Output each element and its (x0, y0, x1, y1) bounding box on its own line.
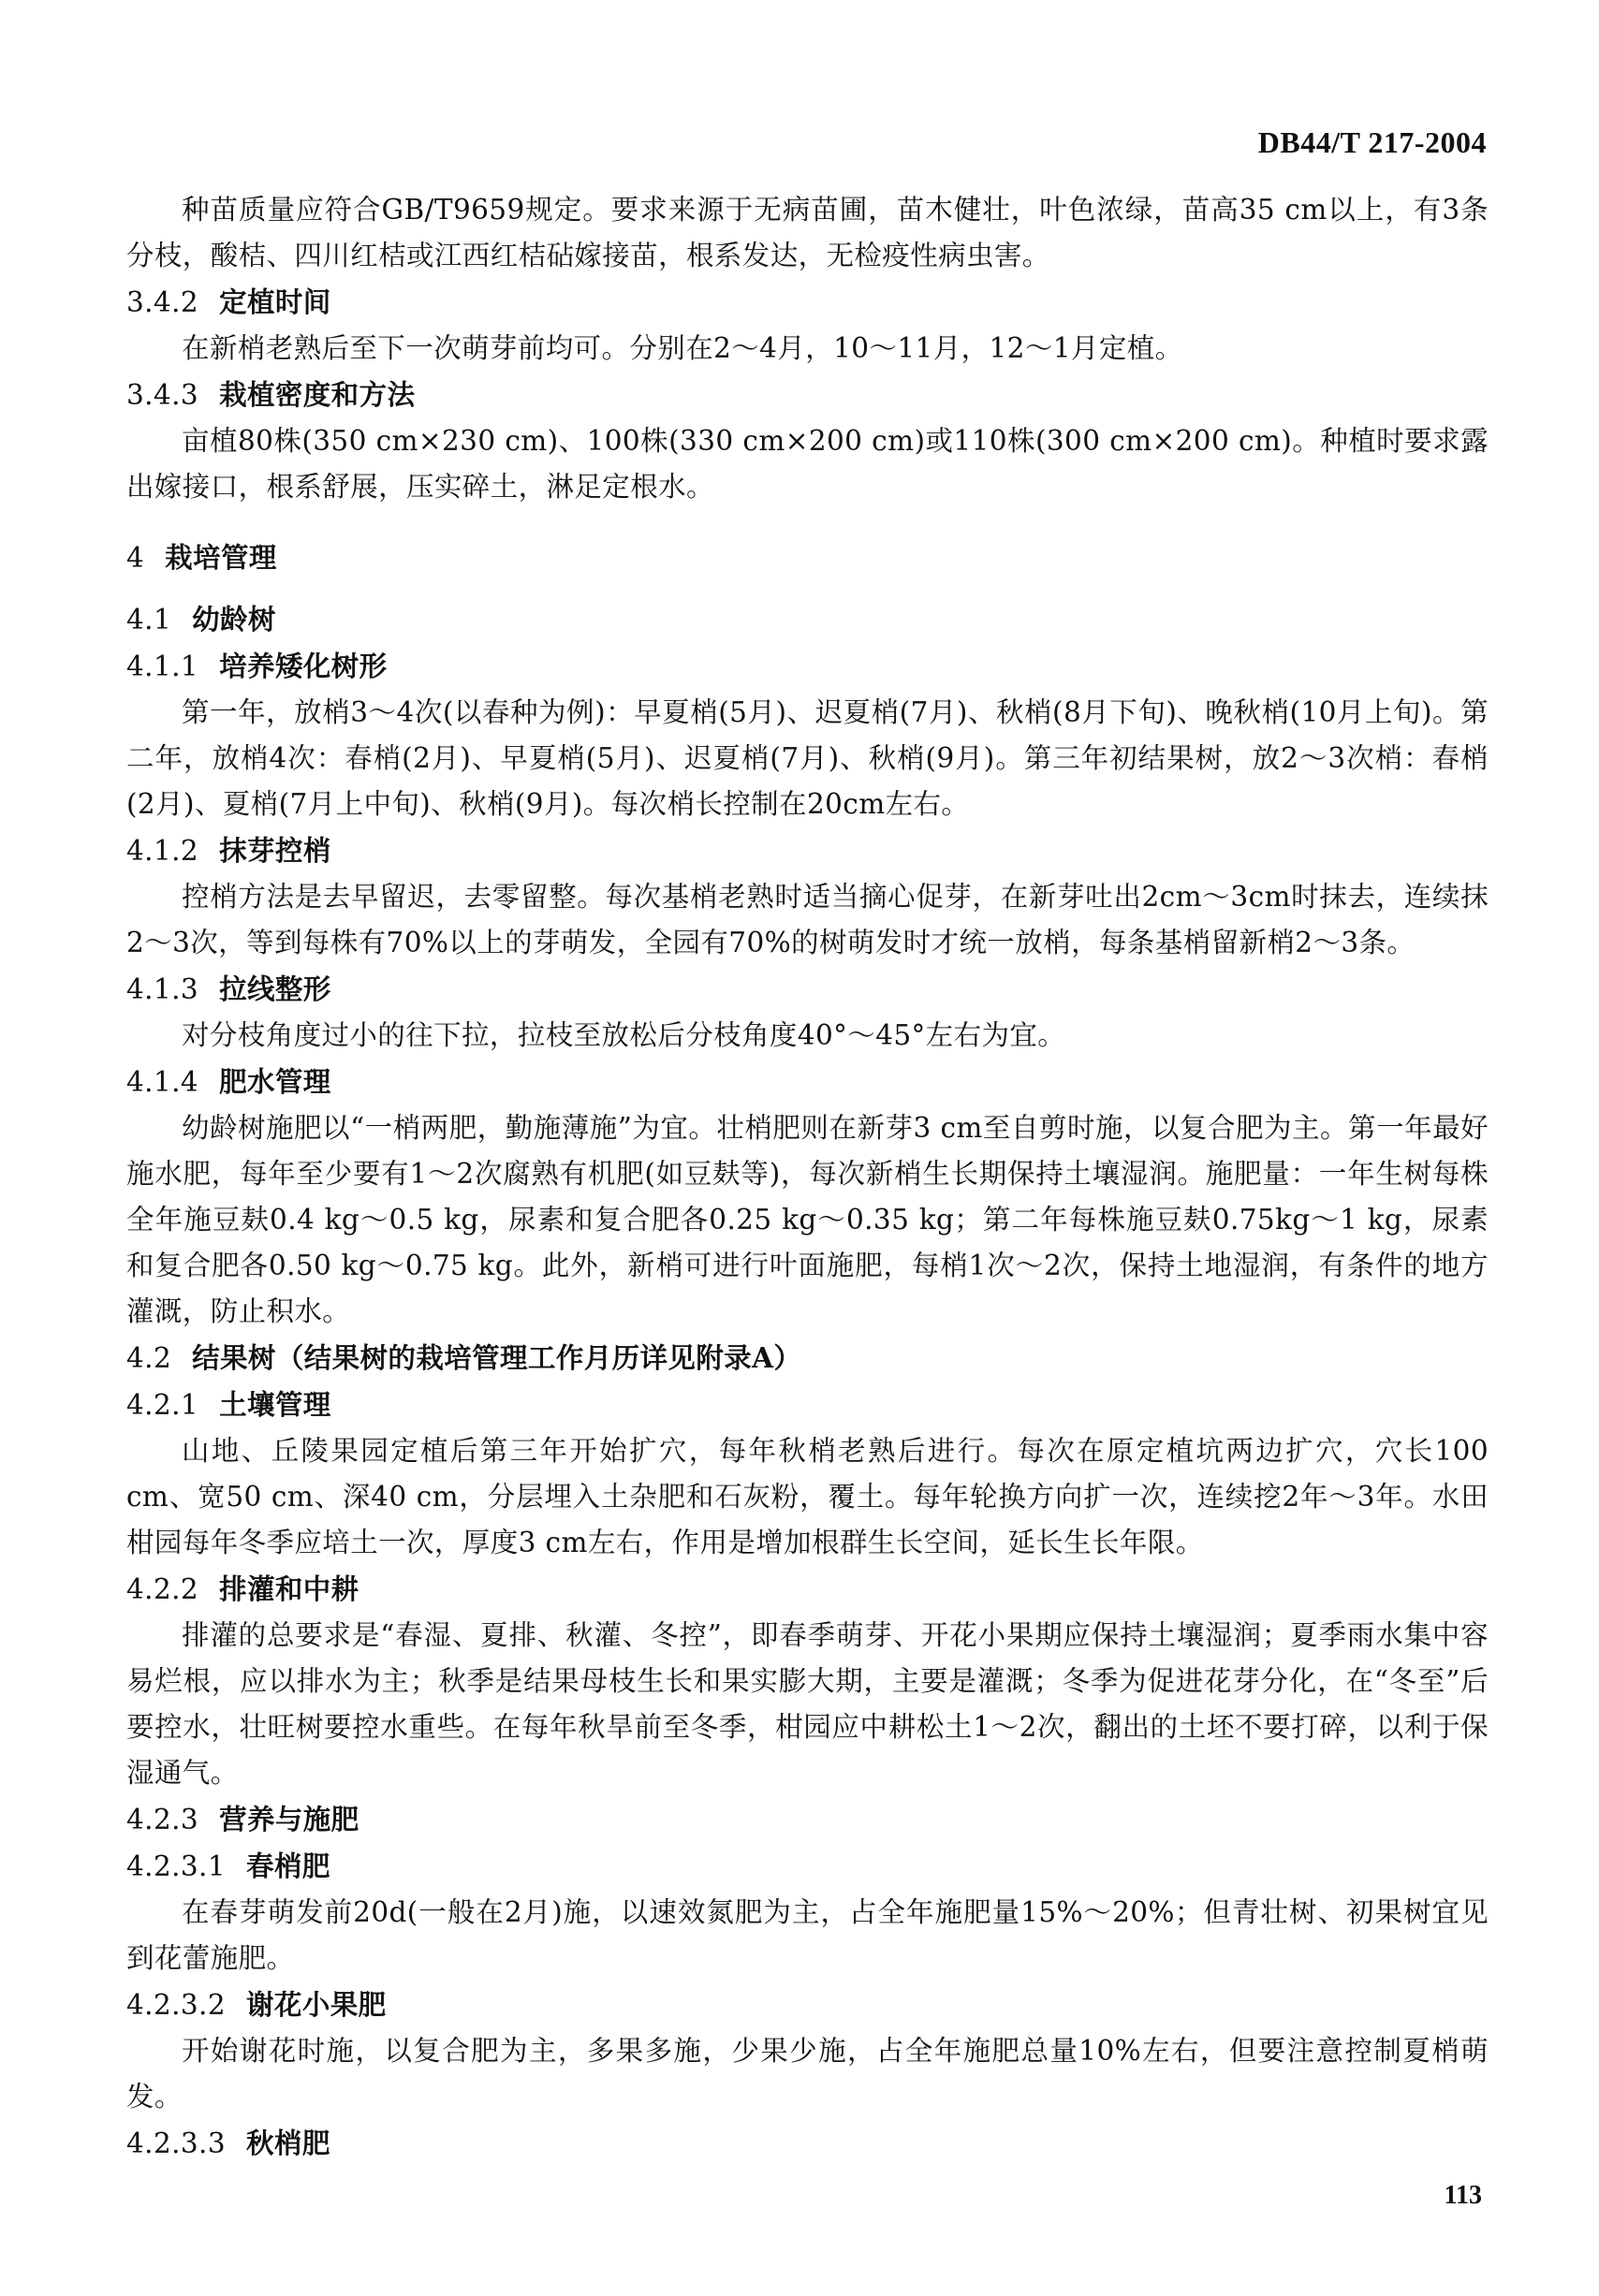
heading-4-1-3: 4.1.3 拉线整形 (126, 973, 331, 1005)
paragraph-4-1-1: 第一年，放梢3～4次(以春种为例)：早夏梢(5月)、迟夏梢(7月)、秋梢(8月下旬)、晚秋梢(10月上旬)。第二年，放梢4次：春梢(2月)、早夏梢(5月)、迟夏梢(7月)、秋梢(9月)。第三年初结果树，放2～3次梢：春梢(2月)、夏梢(7月上中旬)、秋梢(9月)。每次梢长控制在20cm左右。 (126, 696, 1489, 820)
paragraph-4-2-1: 山地、丘陵果园定植后第三年开始扩穴，每年秋梢老熟后进行。每次在原定植坑两边扩穴，穴长100 cm、宽50 cm、深40 cm，分层埋入土杂肥和石灰粉，覆土。每年轮换方向扩一次，连续挖2年～3年。水田柑园每年冬季应培土一次，厚度3 cm左右，作用是增加根群生长空间，延长生长年限。 (126, 1435, 1489, 1558)
heading-4-2-1: 4.2.1 土壤管理 (126, 1388, 331, 1421)
paragraph-4-2-3-2: 开始谢花时施，以复合肥为主，多果多施，少果少施，占全年施肥总量10%左右，但要注意控制夏梢萌发。 (126, 2035, 1489, 2113)
paragraph-4-1-2: 控梢方法是去早留迟，去零留整。每次基梢老熟时适当摘心促芽，在新芽吐出2cm～3cm时抹去，连续抹2～3次，等到每株有70%以上的芽萌发，全园有70%的树萌发时才统一放梢，每条基梢留新梢2～3条。 (126, 881, 1489, 958)
page-number: 113 (1444, 2181, 1482, 2210)
heading-4-2-3: 4.2.3 营养与施肥 (126, 1803, 359, 1835)
heading-4-1-4: 4.1.4 肥水管理 (126, 1065, 331, 1098)
document-body (126, 187, 1489, 2167)
heading-4-1-2: 4.1.2 抹芽控梢 (126, 834, 331, 867)
heading-4-2-3-3: 4.2.3.3 秋梢肥 (126, 2127, 330, 2159)
paragraph-4-1-3: 对分枝角度过小的往下拉，拉枝至放松后分枝角度40°～45°左右为宜。 (182, 1019, 1066, 1051)
heading-4: 4 栽培管理 (126, 541, 277, 574)
heading-4-2: 4.2 结果树（结果树的栽培管理工作月历详见附录A） (126, 1341, 802, 1374)
paragraph-4-2-3-1: 在春芽萌发前20d(一般在2月)施，以速效氮肥为主，占全年施肥量15%～20%；但青壮树、初果树宜见到花蕾施肥。 (126, 1896, 1489, 1974)
heading-4-1-1: 4.1.1 培养矮化树形 (126, 650, 388, 682)
heading-3-4-2: 3.4.2 定植时间 (126, 285, 331, 318)
heading-4-2-3-1: 4.2.3.1 春梢肥 (126, 1850, 330, 1882)
heading-3-4-3: 3.4.3 栽植密度和方法 (126, 378, 416, 411)
document-code: DB44/T 217-2004 (1257, 125, 1487, 159)
paragraph-4-2-2: 排灌的总要求是“春湿、夏排、秋灌、冬控”，即春季萌芽、开花小果期应保持土壤湿润；夏季雨水集中容易烂根，应以排水为主；秋季是结果母枝生长和果实膨大期，主要是灌溉；冬季为促进花芽分化，在“冬至”后要控水，壮旺树要控水重些。在每年秋旱前至冬季，柑园应中耕松土1～2次，翻出的土坯不要打碎，以利于保湿通气。 (126, 1619, 1489, 1789)
paragraph-3-4-3: 亩植80株(350 cm×230 cm)、100株(330 cm×200 cm)或110株(300 cm×200 cm)。种植时要求露出嫁接口，根系舒展，压实碎土，淋足定根水。 (126, 425, 1489, 503)
paragraph-3-4-2: 在新梢老熟后至下一次萌芽前均可。分别在2～4月，10～11月，12～1月定植。 (182, 332, 1183, 364)
paragraph-3-4-1-continued: 种苗质量应符合GB/T9659规定。要求来源于无病苗圃，苗木健壮，叶色浓绿，苗高35 cm以上，有3条分枝，酸桔、四川红桔或江西红桔砧嫁接苗，根系发达，无检疫性病虫害。 (126, 194, 1489, 271)
heading-4-2-2: 4.2.2 排灌和中耕 (126, 1572, 359, 1605)
heading-4-2-3-2: 4.2.3.2 谢花小果肥 (126, 1988, 387, 2021)
heading-4-1: 4.1 幼龄树 (126, 603, 276, 636)
paragraph-4-1-4: 幼龄树施肥以“一梢两肥，勤施薄施”为宜。壮梢肥则在新芽3 cm至自剪时施，以复合肥为主。第一年最好施水肥，每年至少要有1～2次腐熟有机肥(如豆麸等)，每次新梢生长期保持土壤湿润。施肥量：一年生树每株全年施豆麸0.4 kg～0.5 kg，尿素和复合肥各0.25 kg～0.35 kg；第二年每株施豆麸0.75kg～1 kg，尿素和复合肥各0.50 kg～0.75 kg。此外，新梢可进行叶面施肥，每梢1次～2次，保持土地湿润，有条件的地方灌溉，防止积水。 (126, 1112, 1489, 1327)
